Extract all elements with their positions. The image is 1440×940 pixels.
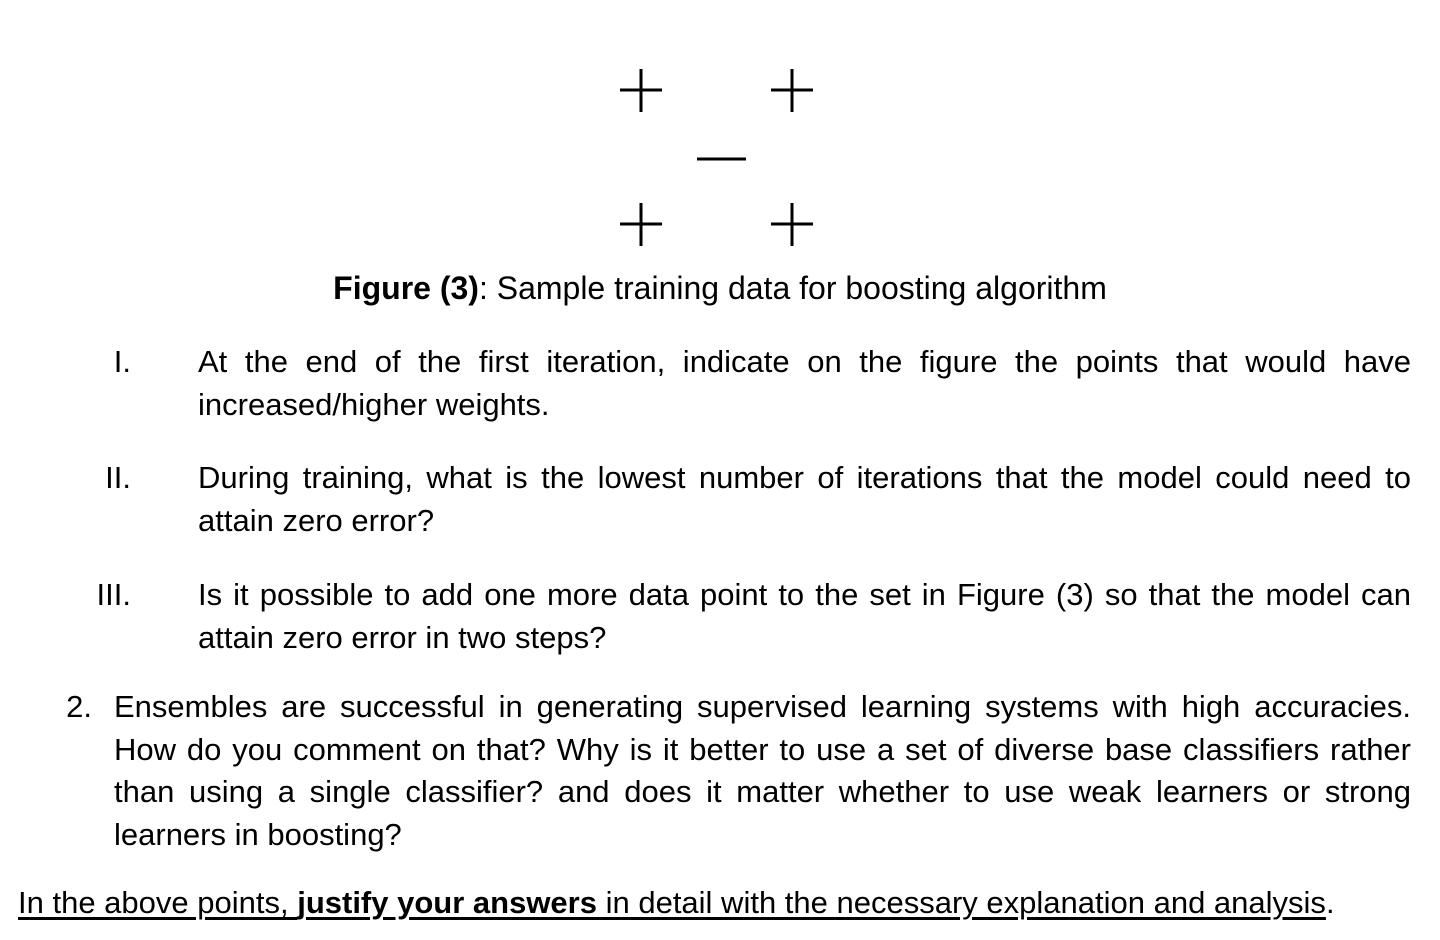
minus-point-center: [692, 130, 752, 190]
question-number: III.: [96, 577, 131, 612]
question-text: Ensembles are successful in generating supervised learning systems with high accuracies. How do you comment on that? Why is it better to use a set of diverse base classifiers rather than using a single classifier? and does it matter whether to use weak learners or strong learners in boosting?: [114, 689, 1411, 852]
question-number: I.: [113, 344, 131, 379]
question-text: During training, what is the lowest number of iterations that the model could need to attain zero error?: [198, 460, 1411, 538]
plus-point-bottom-right: [761, 196, 821, 256]
footer-emphasis: justify your answers: [297, 885, 597, 920]
figure-caption: [0, 268, 1440, 308]
question-text: At the end of the first iteration, indicate on the figure the points that would have increased/higher weights.: [198, 344, 1411, 422]
footer-period: .: [1325, 885, 1335, 920]
footer-text-start: In the above points,: [18, 885, 298, 920]
plus-point-top-right: [761, 62, 821, 122]
plus-point-top-left: [610, 62, 670, 122]
figure-caption-label: Figure (3): [333, 270, 479, 306]
figure-caption-text: : Sample training data for boosting algorithm: [478, 270, 1107, 306]
question-text: Is it possible to add one more data point to the set in Figure (3) so that the model can attain zero error in two steps?: [198, 577, 1411, 655]
plus-point-bottom-left: [610, 196, 670, 256]
training-data-figure: [0, 0, 1440, 260]
footer-text-end: in detail with the necessary explanation and analysis: [596, 885, 1326, 920]
question-number: II.: [105, 460, 131, 495]
question-number: 2.: [66, 689, 92, 724]
instructions-footer: [18, 882, 1428, 924]
